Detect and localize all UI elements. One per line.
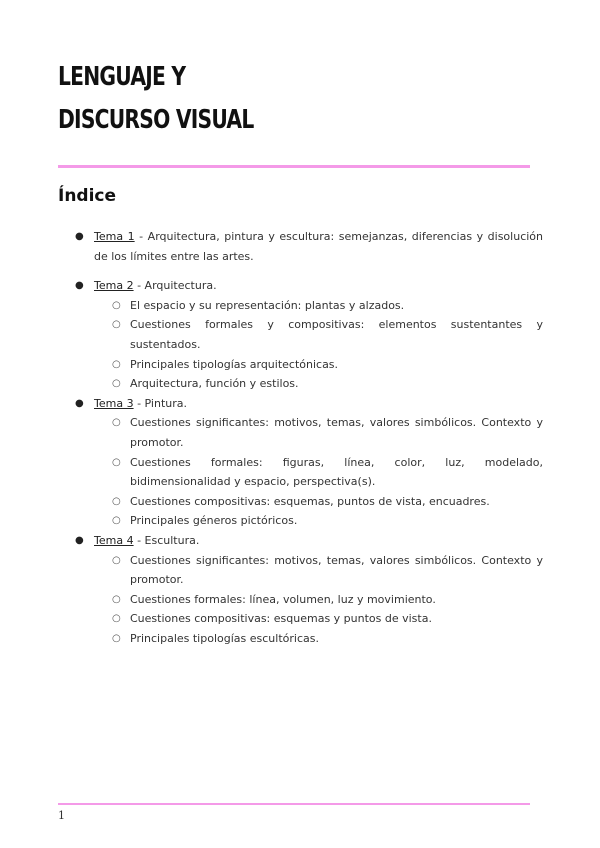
subtopic-item: ○ Cuestiones significantes: motivos, temas, valores simbólicos. Contexto y promotor. xyxy=(94,413,543,452)
hollow-circle-icon: ○ xyxy=(112,378,121,390)
tema-2-desc: - Arquitectura. xyxy=(133,279,217,293)
hollow-circle-icon: ○ xyxy=(112,417,121,429)
index-heading: Índice xyxy=(58,186,117,206)
tema-3-subtopics xyxy=(58,413,543,531)
subtopic-item: ○ Cuestiones compositivas: esquemas, puntos de vista, encuadres. xyxy=(94,492,543,512)
tema-2-link[interactable]: Tema 2 xyxy=(94,279,134,293)
tema-item-4 xyxy=(58,531,543,551)
hollow-circle-icon: ○ xyxy=(112,515,121,527)
tema-1-link[interactable]: Tema 1 xyxy=(94,230,135,243)
page-number: 1 xyxy=(58,809,65,822)
bottom-divider xyxy=(58,803,530,805)
subtopic-item: ○ El espacio y su representación: plantas y alzados. xyxy=(94,296,543,316)
tema-item-2 xyxy=(58,276,543,296)
tema-1-desc: - Arquitectura, pintura y escultura: semejanzas, diferencias y disolución de los límites entre las artes. xyxy=(94,230,543,263)
subtopic-item: ○ Cuestiones formales: figuras, línea, color, luz, modelado, bidimensionalidad y espacio, perspectiva(s). xyxy=(94,453,543,492)
document-title xyxy=(58,56,253,142)
tema-item-1 xyxy=(58,227,543,266)
tema-4-desc: - Escultura. xyxy=(133,533,200,547)
subtopic-item: ○ Principales tipologías arquitectónicas. xyxy=(94,355,543,375)
hollow-circle-icon: ○ xyxy=(112,299,121,311)
tema-3-desc: - Pintura. xyxy=(133,396,188,410)
subtopic-item: ○ Cuestiones compositivas: esquemas y puntos de vista. xyxy=(94,609,543,629)
bullet-icon: ● xyxy=(75,280,84,292)
tema-item-3 xyxy=(58,394,543,414)
hollow-circle-icon: ○ xyxy=(112,319,121,331)
subtopic-item: ○ Cuestiones formales: línea, volumen, luz y movimiento. xyxy=(94,590,543,610)
hollow-circle-icon: ○ xyxy=(112,554,121,566)
tema-3-link[interactable]: Tema 3 xyxy=(94,396,134,410)
subtopic-item: ○ Cuestiones significantes: motivos, temas, valores simbólicos. Contexto y promotor. xyxy=(94,551,543,590)
subtopic-item: ○ Principales géneros pictóricos. xyxy=(94,511,543,531)
subtopic-item: ○ Cuestiones formales y compositivas: elementos sustentantes y sustentados. xyxy=(94,315,543,354)
subtopic-item: ○ Principales tipologías escultóricas. xyxy=(94,629,543,649)
top-divider xyxy=(58,165,530,168)
hollow-circle-icon: ○ xyxy=(112,456,121,468)
bullet-icon: ● xyxy=(75,534,84,546)
hollow-circle-icon: ○ xyxy=(112,495,121,507)
hollow-circle-icon: ○ xyxy=(112,593,121,605)
subtopic-item: ○ Arquitectura, función y estilos. xyxy=(94,374,543,394)
title-line-1: LENGUAJE Y xyxy=(58,62,186,92)
tema-list xyxy=(58,227,543,648)
bullet-icon: ● xyxy=(75,231,84,242)
bullet-icon: ● xyxy=(75,397,84,409)
title-line-2: DISCURSO VISUAL xyxy=(58,105,254,135)
hollow-circle-icon: ○ xyxy=(112,358,121,370)
table-of-contents xyxy=(58,227,543,648)
tema-4-link[interactable]: Tema 4 xyxy=(94,533,134,547)
tema-2-subtopics xyxy=(58,296,543,394)
hollow-circle-icon: ○ xyxy=(112,613,121,625)
hollow-circle-icon: ○ xyxy=(112,632,121,644)
tema-4-subtopics xyxy=(58,551,543,649)
